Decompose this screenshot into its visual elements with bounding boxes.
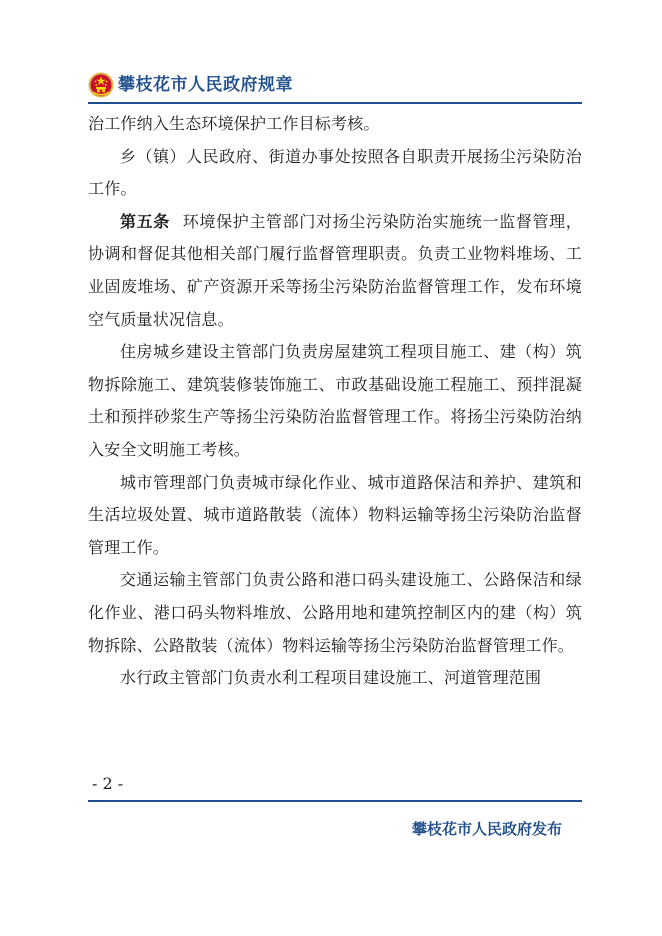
national-emblem-icon bbox=[88, 72, 114, 98]
article-label: 第五条 bbox=[120, 211, 170, 231]
page-number: - 2 - bbox=[92, 774, 124, 793]
paragraph-article-five bbox=[88, 206, 582, 336]
paragraph-continuation: 治工作纳入生态环境保护工作目标考核。 bbox=[88, 114, 380, 133]
header-divider bbox=[88, 102, 582, 104]
paragraph-township: 乡（镇）人民政府、街道办事处按照各自职责开展扬尘污染防治工作。 bbox=[88, 146, 582, 199]
paragraph-urban-management: 城市管理部门负责城市绿化作业、城市道路保洁和养护、建筑和生活垃圾处置、城市道路散装（流体）物料运输等扬尘污染防治监督管理工作。 bbox=[88, 472, 582, 557]
paragraph-housing: 住房城乡建设主管部门负责房屋建筑工程项目施工、建（构）筑物拆除施工、建筑装修装饰施工、市政基础设施工程施工、预拌混凝土和预拌砂浆生产等扬尘污染防治监督管理工作。将扬尘污染防治纳入安全文明施工考核。 bbox=[88, 342, 582, 459]
paragraph-transport: 交通运输主管部门负责公路和港口码头建设施工、公路保洁和绿化作业、港口码头物料堆放、公路用地和建筑控制区内的建（构）筑物拆除、公路散装（流体）物料运输等扬尘污染防治监督管理工作。 bbox=[88, 570, 582, 655]
paragraph-water: 水行政主管部门负责水利工程项目建设施工、河道管理范围 bbox=[120, 668, 542, 688]
publisher-label: 攀枝花市人民政府发布 bbox=[411, 820, 562, 838]
document-body bbox=[88, 108, 582, 695]
document-header bbox=[88, 70, 582, 102]
document-series-title: 攀枝花市人民政府规章 bbox=[118, 75, 293, 95]
footer-divider bbox=[88, 800, 582, 802]
article-five-text: 环境保护主管部门对扬尘污染防治实施统一监督管理，协调和督促其他相关部门履行监督管理职责。负责工业物料堆场、工业固废堆场、矿产资源开采等扬尘污染防治监督管理工作，发布环境空气质量状况信息。 bbox=[88, 211, 582, 329]
